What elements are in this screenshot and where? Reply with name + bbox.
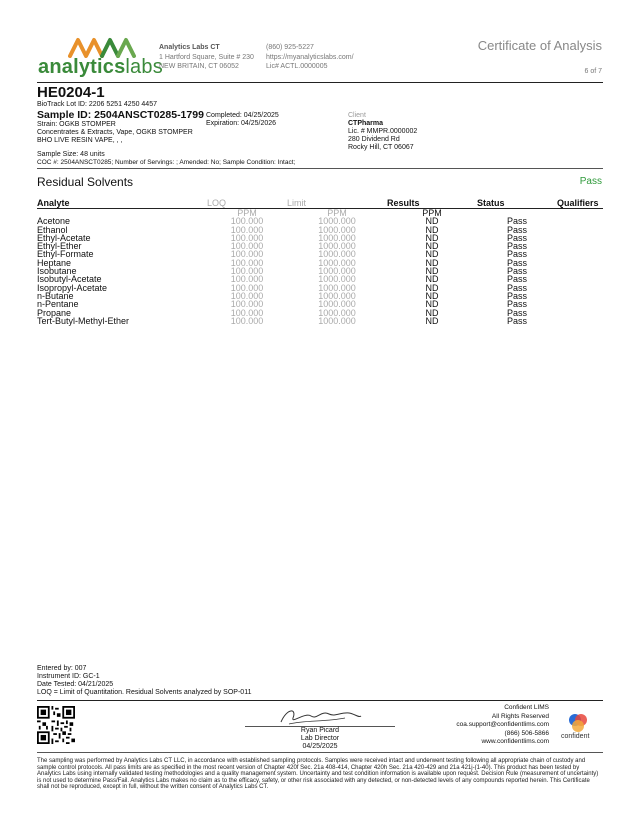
section-title: Residual Solvents <box>37 175 134 189</box>
result-cell: ND <box>425 257 439 268</box>
analyte-cell: Ethyl-Acetate <box>37 232 91 243</box>
client-name: CTPharma <box>348 120 384 127</box>
loq-cell: 100.000 <box>230 274 264 285</box>
status-cell: Pass <box>506 257 527 268</box>
analyte-cell: Isopropyl-Acetate <box>37 282 108 293</box>
loq-cell: 100.000 <box>230 249 264 260</box>
analyte-cell: Ethyl-Ether <box>37 241 82 252</box>
unit-cell <box>557 209 603 218</box>
limit-cell: 1000.000 <box>318 257 356 268</box>
coc-line: COC #: 2504ANSCT0285; Number of Servings: ; Amended: No; Sample Condition: Intact; <box>37 159 296 166</box>
qualifier-cell <box>557 300 603 308</box>
qualifier-cell <box>557 234 603 242</box>
qr-code-icon[interactable] <box>37 706 75 744</box>
confident-logo-text: confident <box>561 733 590 740</box>
client-block <box>348 112 417 152</box>
qualifier-cell <box>557 284 603 292</box>
qualifier-cell <box>557 317 603 325</box>
result-cell: ND <box>425 290 439 301</box>
section-divider <box>37 168 603 169</box>
analyte-cell: Ethyl-Formate <box>37 249 94 260</box>
limit-cell: 1000.000 <box>318 249 356 260</box>
client-label: Client <box>348 112 366 119</box>
signature-block <box>245 727 395 751</box>
company-contact <box>266 43 354 72</box>
analyte-cell: Isobutyl-Acetate <box>37 274 102 285</box>
col-header-status: Status <box>477 198 557 209</box>
notes-divider <box>37 700 603 701</box>
table-row <box>37 317 603 325</box>
company-name: Analytics Labs CT <box>159 44 220 51</box>
logo-text-bold: analytics <box>38 56 126 78</box>
sample-dates <box>206 112 279 128</box>
table-header-row <box>37 198 603 209</box>
footer-disclaimer: The sampling was performed by Analytics Labs CT LLC, in accordance with established sampling protocols. Samples were received intact and underwent testing following all appropriate chain of custody and sample control protocols. All pass limits are as specified in the most recent version of Chapter 420f Sec. 21a 408-414, Chapter 420h Sec. 21a 420-429 and 21a 421j-(1-40). This product has been tested by Analytics Labs using internally validated testing methodologies and a quality management system. Uncertainty and test condition information is available upon request. Decision Rule (measurement of uncertainty) is not used to determine Pass/Fail. Analytics Labs makes no claim as to the efficacy, safety, or other risk associated with any detected, or non-detected levels of any compounds reported herein. This Certificate shall not be reproduced, except in full, without the written consent of Analytics Labs CT. <box>37 758 599 790</box>
product-id: HE0204-1 <box>37 84 105 101</box>
company-logo <box>38 34 163 80</box>
qualifier-cell <box>557 309 603 317</box>
header-divider <box>37 82 603 83</box>
loq-cell: 100.000 <box>230 224 264 235</box>
signature-date: 04/25/2025 <box>302 743 338 750</box>
status-cell: Pass <box>506 224 527 235</box>
col-header-qualifiers: Qualifiers <box>557 198 603 209</box>
status-cell: Pass <box>506 216 527 227</box>
status-cell: Pass <box>506 241 527 252</box>
qualifier-cell <box>557 217 603 225</box>
limit-cell: 1000.000 <box>318 282 356 293</box>
qualifier-cell <box>557 267 603 275</box>
result-cell: ND <box>425 307 439 318</box>
qualifier-cell <box>557 226 603 234</box>
results-table <box>37 198 603 325</box>
limit-cell: 1000.000 <box>318 216 356 227</box>
signer-name: Ryan Picard <box>300 727 340 734</box>
sample-id: Sample ID: 2504ANSCT0285-1799 <box>37 109 204 121</box>
signature-icon <box>275 704 365 728</box>
status-cell: Pass <box>506 249 527 260</box>
page-number: 6 of 7 <box>584 68 602 75</box>
expiration-date: Expiration: 04/25/2026 <box>206 120 277 127</box>
doc-title: Certificate of Analysis <box>477 38 602 53</box>
logo-mark-icon <box>68 34 140 58</box>
result-cell: ND <box>425 216 439 227</box>
address-line1: 1 Hartford Square, Suite # 230 <box>159 53 254 61</box>
limit-cell: 1000.000 <box>318 241 356 252</box>
loq-cell: 100.000 <box>230 315 264 326</box>
loq-cell: 100.000 <box>230 241 264 252</box>
status-cell: Pass <box>506 290 527 301</box>
loq-note: LOQ = Limit of Quantitation. Residual Solvents analyzed by SOP-011 <box>37 689 252 696</box>
sample-details <box>37 121 193 145</box>
entered-by: Entered by: 007 <box>37 665 87 672</box>
qualifier-cell <box>557 259 603 267</box>
limit-cell: 1000.000 <box>318 290 356 301</box>
logo-text-light: labs <box>125 56 163 78</box>
confident-rights: All Rights Reserved <box>491 712 549 720</box>
confident-name: Confident LIMS <box>504 704 549 711</box>
company-license: Lic# ACTL.0000005 <box>266 63 328 70</box>
company-phone: (860) 925-5227 <box>266 44 314 51</box>
unit-cell: PPM <box>237 208 257 218</box>
biotrack-lot: BioTrack Lot ID: 2206 5251 4250 4457 <box>37 101 157 108</box>
analyte-cell: Acetone <box>37 216 71 227</box>
sample-size: Sample Size: 48 units <box>37 151 105 158</box>
limit-cell: 1000.000 <box>318 266 356 277</box>
result-cell: ND <box>425 274 439 285</box>
qualifier-cell <box>557 250 603 258</box>
loq-cell: 100.000 <box>230 307 264 318</box>
result-cell: ND <box>425 315 439 326</box>
confident-info <box>456 704 549 747</box>
limit-cell: 1000.000 <box>318 315 356 326</box>
limit-cell: 1000.000 <box>318 274 356 285</box>
status-cell: Pass <box>506 282 527 293</box>
analyte-cell: Ethanol <box>37 224 68 235</box>
result-cell: ND <box>425 232 439 243</box>
test-notes <box>37 665 251 697</box>
loq-cell: 100.000 <box>230 282 264 293</box>
confident-logo-icon <box>567 712 589 734</box>
qualifier-cell <box>557 242 603 250</box>
result-cell: ND <box>425 241 439 252</box>
confident-email[interactable]: coa.support@confidentlims.com <box>456 721 549 728</box>
analyte-cell: Heptane <box>37 257 72 268</box>
col-header-analyte: Analyte <box>37 198 207 209</box>
confident-phone: (866) 506-5866 <box>504 729 549 737</box>
sample-strain: Strain: OGKB STOMPER <box>37 121 116 128</box>
result-cell: ND <box>425 266 439 277</box>
company-website[interactable]: https://myanalyticslabs.com/ <box>266 53 354 61</box>
loq-cell: 100.000 <box>230 232 264 243</box>
status-cell: Pass <box>506 274 527 285</box>
qualifier-cell <box>557 275 603 283</box>
result-cell: ND <box>425 282 439 293</box>
company-address <box>159 43 254 72</box>
limit-cell: 1000.000 <box>318 307 356 318</box>
analyte-cell: Propane <box>37 307 72 318</box>
result-cell: ND <box>425 299 439 310</box>
client-street: 280 Dividend Rd <box>348 136 400 143</box>
sample-product-name: BHO LIVE RESIN VAPE, , , <box>37 137 123 144</box>
client-city: Rocky Hill, CT 06067 <box>348 144 414 151</box>
unit-cell: PPM <box>327 208 347 218</box>
footer-divider <box>37 752 603 753</box>
status-cell: Pass <box>506 315 527 326</box>
loq-cell: 100.000 <box>230 266 264 277</box>
date-tested: Date Tested: 04/21/2025 <box>37 681 114 688</box>
address-line2: NEW BRITAIN, CT 06052 <box>159 63 239 70</box>
status-cell: Pass <box>506 266 527 277</box>
analyte-cell: n-Pentane <box>37 299 79 310</box>
section-status: Pass <box>579 176 602 187</box>
result-cell: ND <box>425 224 439 235</box>
col-header-loq: LOQ <box>207 198 287 209</box>
sample-category: Concentrates & Extracts, Vape, OGKB STOMPER <box>37 129 193 136</box>
signer-title: Lab Director <box>300 735 340 742</box>
status-cell: Pass <box>506 299 527 310</box>
completed-date: Completed: 04/25/2025 <box>206 112 279 119</box>
loq-cell: 100.000 <box>230 290 264 301</box>
confident-website[interactable]: www.confidentlims.com <box>481 738 549 745</box>
status-cell: Pass <box>506 232 527 243</box>
analyte-cell: Tert-Butyl-Methyl-Ether <box>37 315 130 326</box>
client-license: Lic. # MMPR.0000002 <box>348 128 418 135</box>
result-cell: ND <box>425 249 439 260</box>
limit-cell: 1000.000 <box>318 232 356 243</box>
instrument-id: Instrument ID: GC-1 <box>37 673 100 680</box>
limit-cell: 1000.000 <box>318 224 356 235</box>
loq-cell: 100.000 <box>230 216 264 227</box>
col-header-limit: Limit <box>287 198 387 209</box>
status-cell: Pass <box>506 307 527 318</box>
loq-cell: 100.000 <box>230 299 264 310</box>
loq-cell: 100.000 <box>230 257 264 268</box>
unit-cell: PPM <box>422 208 442 218</box>
limit-cell: 1000.000 <box>318 299 356 310</box>
col-header-results: Results <box>387 198 477 209</box>
qualifier-cell <box>557 292 603 300</box>
analyte-cell: Isobutane <box>37 266 77 277</box>
analyte-cell: n-Butane <box>37 290 74 301</box>
logo-wordmark <box>38 56 163 79</box>
